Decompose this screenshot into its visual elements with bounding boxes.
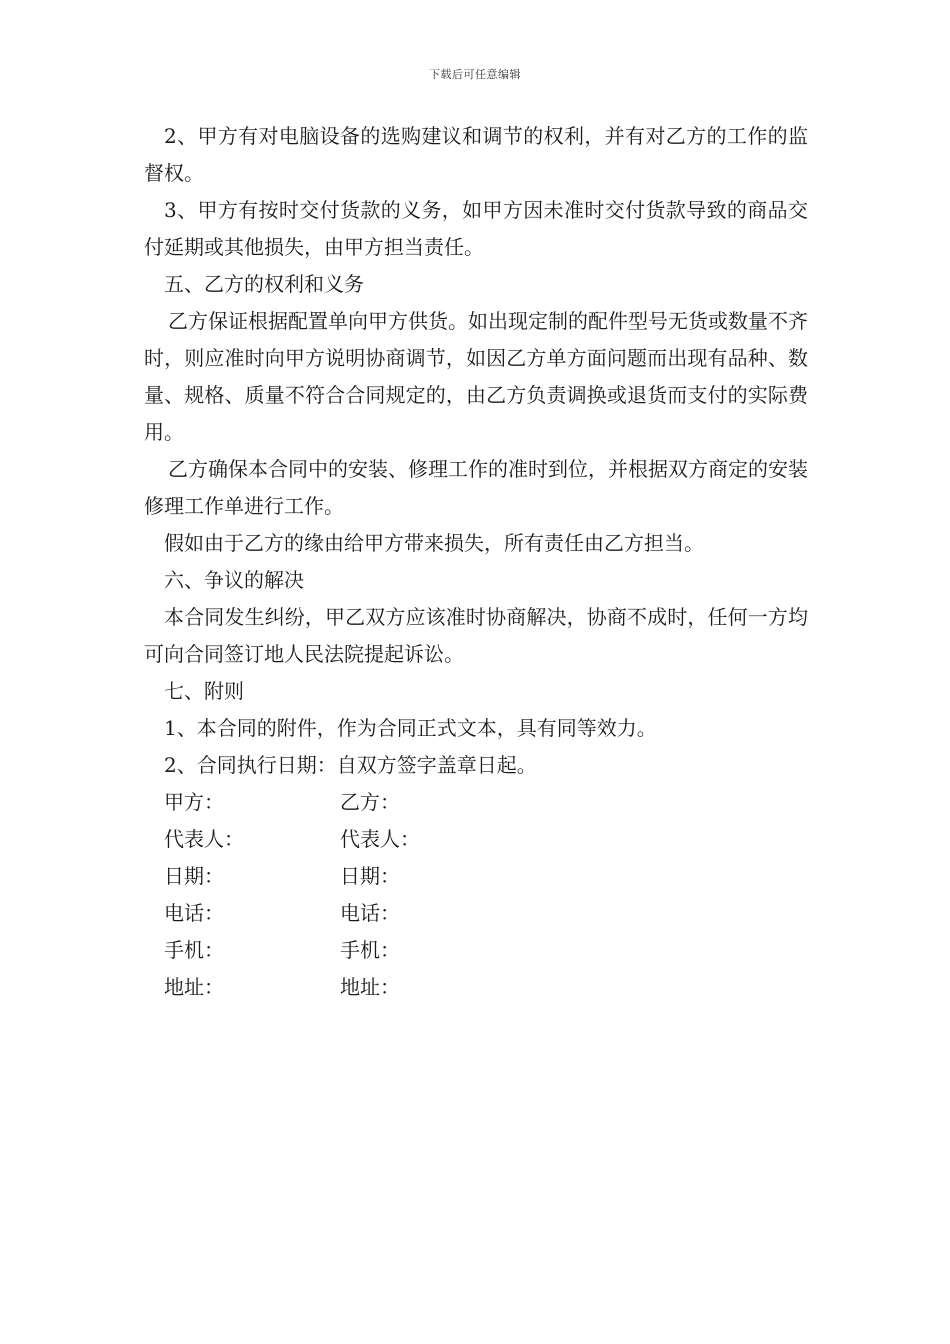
signature-row	[144, 821, 808, 858]
header-note: 下载后可任意编辑	[429, 68, 521, 81]
paragraph-party-a-right-2: 2、甲方有对电脑设备的选购建议和调节的权利，并有对乙方的工作的监督权。	[144, 124, 808, 185]
party-b-address-label: 地址：	[340, 975, 400, 999]
party-b-phone-label: 电话：	[340, 901, 400, 925]
paragraph-party-b-supply: 乙方保证根据配置单向甲方供货。如出现定制的配件型号无货或数量不齐时，则应准时向甲方说明协商调节，如因乙方单方面问题而出现有品种、数量、规格、质量不符合合同规定的，由乙方负责调换或退货而支付的实际费用。	[144, 309, 808, 444]
party-b-label: 乙方：	[340, 790, 400, 814]
paragraph-appendix-1: 1、本合同的附件，作为合同正式文本，具有同等效力。	[164, 716, 657, 740]
signature-row	[144, 858, 808, 895]
section-heading-5: 五、乙方的权利和义务	[164, 272, 364, 296]
party-a-date-label: 日期：	[164, 864, 224, 888]
section-heading-7: 七、附则	[164, 679, 244, 703]
party-b-mobile-label: 手机：	[340, 938, 400, 962]
signature-row	[144, 969, 808, 1006]
party-a-phone-label: 电话：	[164, 901, 224, 925]
paragraph-party-a-right-3: 3、甲方有按时交付货款的义务，如甲方因未准时交付货款导致的商品交付延期或其他损失，由甲方担当责任。	[144, 198, 808, 259]
paragraph-party-b-liability: 假如由于乙方的缘由给甲方带来损失，所有责任由乙方担当。	[164, 531, 704, 555]
party-a-mobile-label: 手机：	[164, 938, 224, 962]
paragraph-dispute: 本合同发生纠纷，甲乙双方应该准时协商解决，协商不成时，任何一方均可向合同签订地人民法院提起诉讼。	[144, 605, 808, 666]
document-body	[144, 118, 808, 1006]
signature-block	[144, 784, 808, 1006]
signature-row	[144, 784, 808, 821]
party-a-address-label: 地址：	[164, 975, 224, 999]
party-a-representative-label: 代表人：	[164, 827, 244, 851]
party-a-label: 甲方：	[164, 790, 224, 814]
paragraph-party-b-install: 乙方确保本合同中的安装、修理工作的准时到位，并根据双方商定的安装修理工作单进行工作。	[144, 457, 808, 518]
paragraph-appendix-2: 2、合同执行日期：自双方签字盖章日起。	[164, 753, 537, 777]
party-b-representative-label: 代表人：	[340, 827, 420, 851]
signature-row	[144, 932, 808, 969]
section-heading-6: 六、争议的解决	[164, 568, 304, 592]
signature-row	[144, 895, 808, 932]
party-b-date-label: 日期：	[340, 864, 400, 888]
